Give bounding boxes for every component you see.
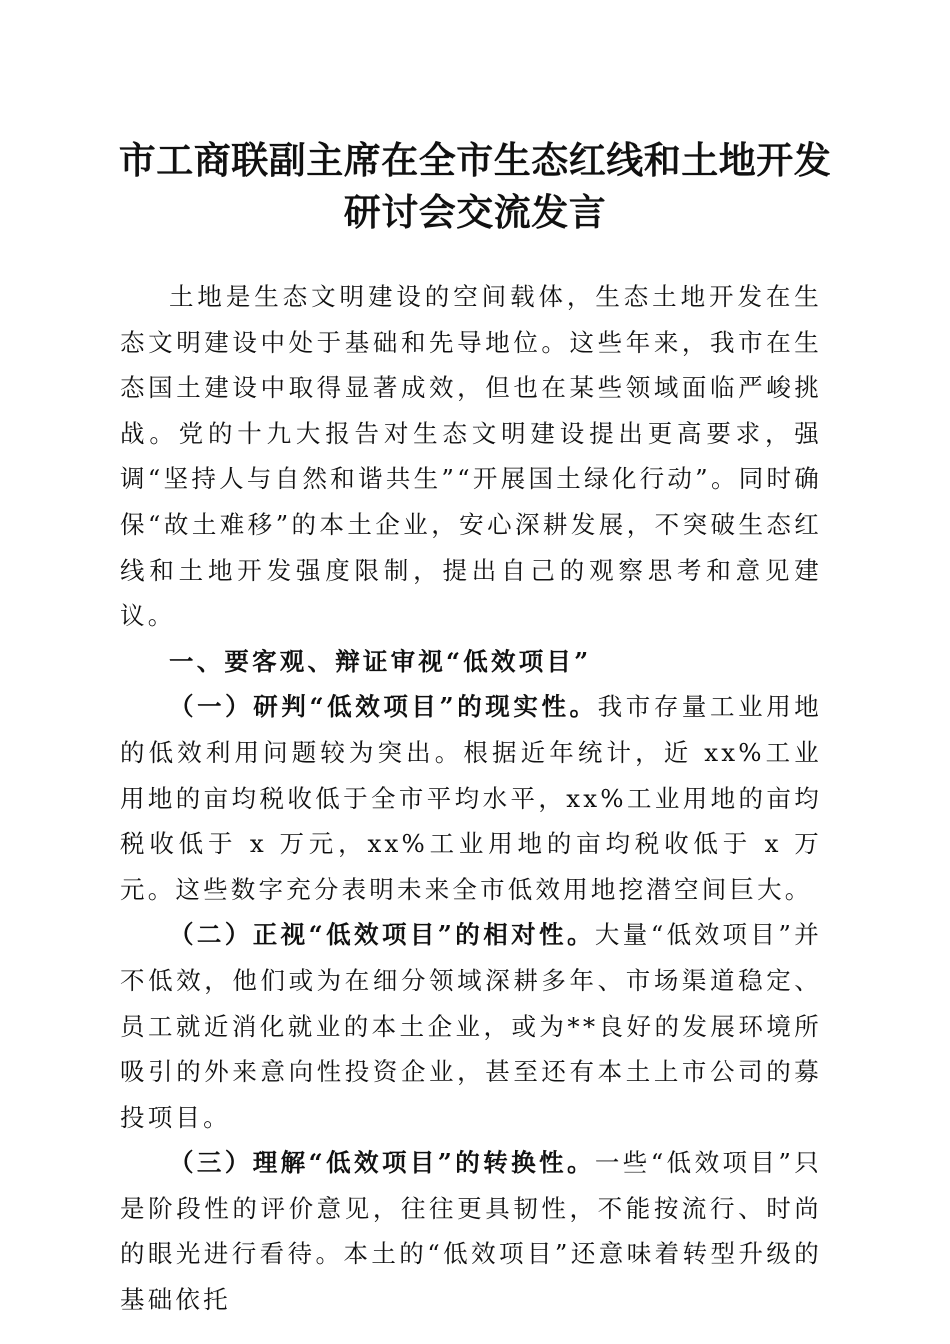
item-paragraph-1 (120, 684, 822, 912)
item-paragraph-3 (120, 1140, 822, 1322)
item-text-1: 我市存量工业用地的低效利用问题较为突出。根据近年统计，近 xx%工业用地的亩均税收低于全市平均水平，xx%工业用地的亩均税收低于 x 万元，xx%工业用地的亩均税收低于 x 万元。这些数字充分表明未来全市低效用地挖潜空间巨大。 (120, 692, 822, 904)
section-heading: 一、要客观、辩证审视“低效项目” (169, 646, 592, 676)
document-body (120, 274, 822, 1323)
item-lead-1: （一）研判“低效项目”的现实性。 (169, 692, 598, 722)
item-text-3: 一些“低效项目”只是阶段性的评价意见，往往更具韧性，不能按流行、时尚的眼光进行看待。本土的“低效项目”还意味着转型升级的基础依托 (120, 1148, 822, 1315)
document-title: 市工商联副主席在全市生态红线和土地开发研讨会交流发言 (118, 138, 832, 234)
item-text-2: 大量“低效项目”并不低效，他们或为在细分领域深耕多年、市场渠道稳定、员工就近消化就业的本土企业，或为**良好的发展环境所吸引的外来意向性投资企业，甚至还有本土上市公司的募投项目。 (120, 920, 822, 1132)
item-paragraph-2 (120, 912, 822, 1140)
item-lead-2: （二）正视“低效项目”的相对性。 (169, 920, 595, 950)
intro-paragraph: 土地是生态文明建设的空间载体，生态土地开发在生态文明建设中处于基础和先导地位。这些年来，我市在生态国土建设中取得显著成效，但也在某些领域面临严峻挑战。党的十九大报告对生态文明建设提出更高要求，强调“坚持人与自然和谐共生”“开展国土绿化行动”。同时确保“故土难移”的本土企业，安心深耕发展，不突破生态红线和土地开发强度限制，提出自己的观察思考和意见建议。 (120, 282, 822, 631)
item-lead-3: （三）理解“低效项目”的转换性。 (169, 1148, 595, 1178)
